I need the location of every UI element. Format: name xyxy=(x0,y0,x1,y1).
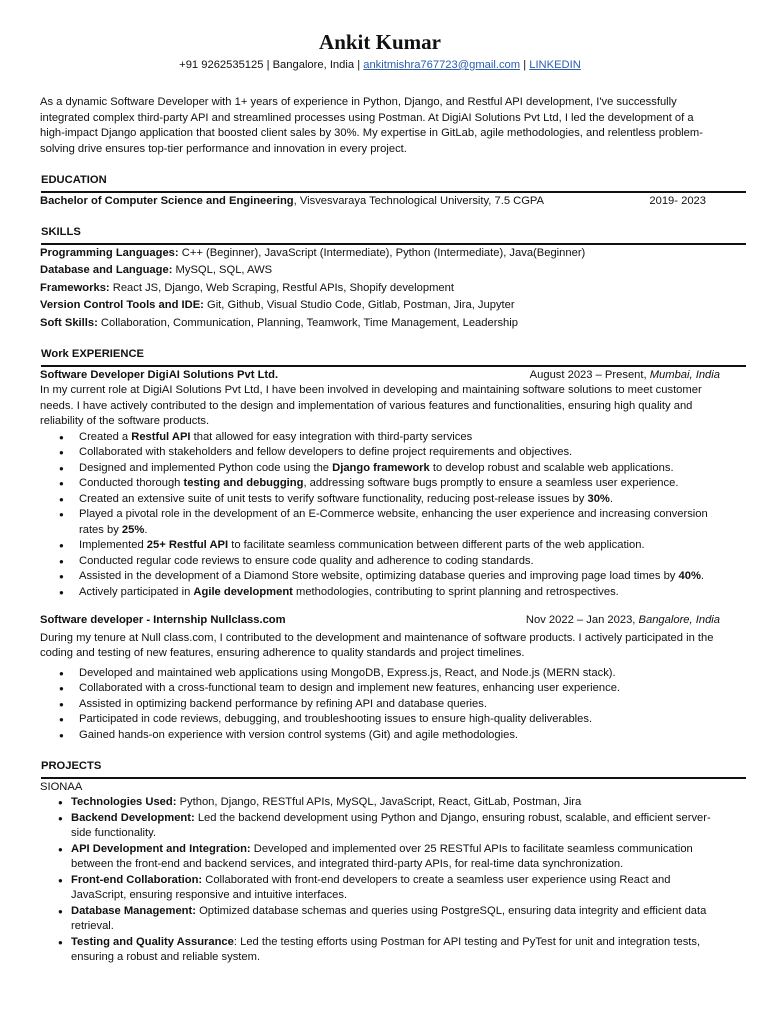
candidate-name: Ankit Kumar xyxy=(319,30,441,54)
project-bullet xyxy=(71,795,720,811)
bullet-text: Created an extensive suite of unit tests to verify software functionality, reducing post-release issues by xyxy=(79,492,588,505)
job-bullet xyxy=(79,554,720,570)
bullet-bold-text: 40% xyxy=(678,570,701,582)
bullet-text: Gained hands-on experience with version control systems (Git) and agile methodologies. xyxy=(79,728,519,741)
project-bullet xyxy=(71,811,720,842)
project-bullet-label: Testing and Quality Assurance xyxy=(71,935,234,948)
education-years: 2019- 2023 xyxy=(649,194,706,207)
bullet-text: Designed and implemented Python code using the xyxy=(79,461,333,474)
project-bullet xyxy=(71,842,720,873)
education-institution: , Visvesvaraya Technological University, 7.5 CGPA xyxy=(293,194,545,207)
education-degree-line xyxy=(40,194,544,210)
project-bullet-label: Backend Development: xyxy=(71,811,195,824)
bullet-text: Played a pivotal role in the development of an E-Commerce website, enhancing the user experience and increasing conversion rates by xyxy=(79,508,708,536)
project-bullet-text: Led the backend development using Python and Django, ensuring robust, scalable, and efficient server-side functionality. xyxy=(71,811,711,839)
skill-label: Database and Language: xyxy=(40,264,173,276)
project-name: SIONAA xyxy=(40,780,83,793)
skill-label: Version Control Tools and IDE: xyxy=(40,299,204,311)
experience-list xyxy=(40,368,720,744)
project-bullet-text: Optimized database schemas and queries using PostgreSQL, ensuring data integrity and efficient data retrieval. xyxy=(71,904,707,932)
email-link[interactable]: ankitmishra767723@gmail.com xyxy=(363,59,521,71)
job-bullet xyxy=(79,507,720,538)
job-bullet xyxy=(79,681,720,697)
bullet-text-end: . xyxy=(609,492,613,505)
skill-value: Collaboration, Communication, Planning, Teamwork, Time Management, Leadership xyxy=(97,316,518,329)
linkedin-link[interactable]: LINKEDIN xyxy=(529,59,581,71)
bullet-text-end: , addressing software bugs promptly to ensure a seamless user experience. xyxy=(303,477,679,489)
job-date-range: August 2023 – Present, xyxy=(529,368,650,381)
bullet-bold-text: testing and debugging xyxy=(183,477,304,489)
project-bullet-label: Database Management: xyxy=(71,904,196,917)
bullet-text: Actively participated in xyxy=(79,585,194,598)
bullet-text-end: that allowed for easy integration with third-party services xyxy=(190,430,473,443)
job-bullet xyxy=(79,461,720,477)
bullet-bold-text: Restful API xyxy=(131,430,191,443)
job-bullet xyxy=(79,492,720,508)
bullet-bold-text: Django framework xyxy=(332,461,430,474)
project-bullet xyxy=(71,904,720,935)
job-description: In my current role at DigiAI Solutions Pvt Ltd, I have been involved in developing and maintaining software solutions to meet customer needs. I have actively contributed to the design and implementation of various features and functionalities, ensuring high quality and reliability of the software products. xyxy=(40,384,702,427)
skill-label: Soft Skills: xyxy=(40,316,98,329)
education-entry xyxy=(40,194,720,210)
contact-line xyxy=(40,57,720,73)
bullet-text: Developed and maintained web applications using MongoDB, Express.js, React, and Node.js (MERN stack). xyxy=(79,666,616,679)
project-bullet-label: Front-end Collaboration: xyxy=(71,873,203,886)
job-bullet xyxy=(79,430,720,446)
project-bullet xyxy=(71,873,720,904)
bullet-text: Conducted regular code reviews to ensure code quality and adherence to coding standards. xyxy=(79,554,534,567)
bullet-text: Implemented xyxy=(79,539,147,551)
job-bullet xyxy=(79,585,720,601)
project-bullet-label: Technologies Used: xyxy=(71,796,177,808)
job-location: Bangalore, India xyxy=(638,614,720,626)
projects-heading: PROJECTS xyxy=(41,759,746,779)
job-bullet xyxy=(79,728,720,744)
job-location: Mumbai, India xyxy=(649,368,720,381)
skill-line xyxy=(40,263,720,279)
skill-line xyxy=(40,246,720,262)
project-bullet-text: Developed and implemented over 25 RESTful APIs to facilitate seamless communication between the front-end and backend services, and integrated third-party APIs, for real-time data synchronization. xyxy=(71,842,693,870)
bullet-text-end: to facilitate seamless communication between different parts of the web application. xyxy=(228,539,645,551)
job-title: Software developer - Internship Nullclass.com xyxy=(40,614,286,626)
bullet-text: Collaborated with a cross-functional team to design and implement new features, enhancing user experience. xyxy=(79,682,621,694)
skills-list xyxy=(40,246,720,332)
skill-value: C++ (Beginner), JavaScript (Intermediate), Python (Intermediate), Java(Beginner) xyxy=(178,246,586,259)
skills-heading: SKILLS xyxy=(41,225,746,245)
job-header xyxy=(40,368,720,384)
skill-label: Frameworks: xyxy=(40,281,110,294)
job-dates xyxy=(526,613,720,629)
bullet-bold-text: 30% xyxy=(587,492,610,505)
skill-line xyxy=(40,316,720,332)
project-bullet-text: Collaborated with front-end developers to create a seamless user experience using React and JavaScript, ensuring responsive and intuitive interfaces. xyxy=(71,873,671,901)
bullet-text: Participated in code reviews, debugging, and troubleshooting issues to ensure high-quality deliverables. xyxy=(79,713,593,725)
job-bullet xyxy=(79,666,720,682)
summary-paragraph: As a dynamic Software Developer with 1+ years of experience in Python, Django, and Restful API development, I've successfully integrated complex third-party API and streamlined processes using Postman. At DigiAI Solutions Pvt Ltd, I led the development of a high-impact Django application that boosted client sales by 30%. My expertise in GitLab, agile methodologies, and relentless problem-solving drive ensures top-tier performance and innovation in every project. xyxy=(40,96,703,155)
bullet-text-end: . xyxy=(144,523,148,536)
job-bullet xyxy=(79,712,720,728)
job-bullet xyxy=(79,476,720,492)
education-degree: Bachelor of Computer Science and Engineering xyxy=(40,194,294,207)
bullet-text: Assisted in the development of a Diamond Store website, optimizing database queries and improving page load times by xyxy=(79,570,679,582)
education-heading: EDUCATION xyxy=(41,173,746,193)
bullet-text-end: to develop robust and scalable web applications. xyxy=(429,461,674,474)
job-date-range: Nov 2022 – Jan 2023, xyxy=(525,614,639,626)
skill-value: MySQL, SQL, AWS xyxy=(172,264,273,276)
job-bullets xyxy=(40,430,720,601)
bullet-text-end: methodologies, contributing to sprint planning and retrospectives. xyxy=(292,585,619,598)
bullet-bold-text: 25+ Restful API xyxy=(146,539,229,551)
job-spacer xyxy=(40,600,720,612)
job-dates xyxy=(530,368,720,384)
bullet-bold-text: Agile development xyxy=(193,585,293,598)
bullet-text: Created a xyxy=(79,430,132,443)
project-bullet-text: : Led the testing efforts using Postman for API testing and PyTest for unit and integration tests, ensuring a robust and reliable system. xyxy=(71,935,701,963)
job-bullet xyxy=(79,569,720,585)
skill-value: Git, Github, Visual Studio Code, Gitlab, Postman, Jira, Jupyter xyxy=(203,299,515,311)
job-bullets xyxy=(40,666,720,744)
skill-line xyxy=(40,298,720,314)
resume-page xyxy=(40,30,720,966)
bullet-text: Collaborated with stakeholders and fellow developers to define project requirements and objectives. xyxy=(79,446,573,458)
job-header xyxy=(40,613,720,629)
bullet-bold-text: 25% xyxy=(121,523,145,536)
job-bullet xyxy=(79,697,720,713)
skill-value: React JS, Django, Web Scraping, Restful APIs, Shopify development xyxy=(109,281,454,294)
bullet-text-end: . xyxy=(700,570,705,582)
project-bullet-label: API Development and Integration: xyxy=(71,842,251,855)
project-bullet xyxy=(71,935,720,966)
job-title: Software Developer DigiAI Solutions Pvt Ltd. xyxy=(40,368,279,381)
skill-label: Programming Languages: xyxy=(40,246,179,259)
job-description: During my tenure at Null class.com, I contributed to the development and maintenance of software products. I actively participated in the coding and testing of new features, ensuring adherence to quality standards and project timelines. xyxy=(40,631,714,659)
bullet-text: Conducted thorough xyxy=(79,477,184,489)
project-bullets xyxy=(40,795,720,966)
skill-line xyxy=(40,281,720,297)
project-bullet-text: Python, Django, RESTful APIs, MySQL, JavaScript, React, GitLab, Postman, Jira xyxy=(176,796,582,808)
experience-heading: Work EXPERIENCE xyxy=(41,347,746,367)
contact-phone-location: +91 9262535125 | Bangalore, India | xyxy=(179,59,361,71)
contact-separator: | xyxy=(523,59,527,71)
job-bullet xyxy=(79,538,720,554)
job-bullet xyxy=(79,445,720,461)
bullet-text: Assisted in optimizing backend performance by refining API and database queries. xyxy=(79,697,487,710)
